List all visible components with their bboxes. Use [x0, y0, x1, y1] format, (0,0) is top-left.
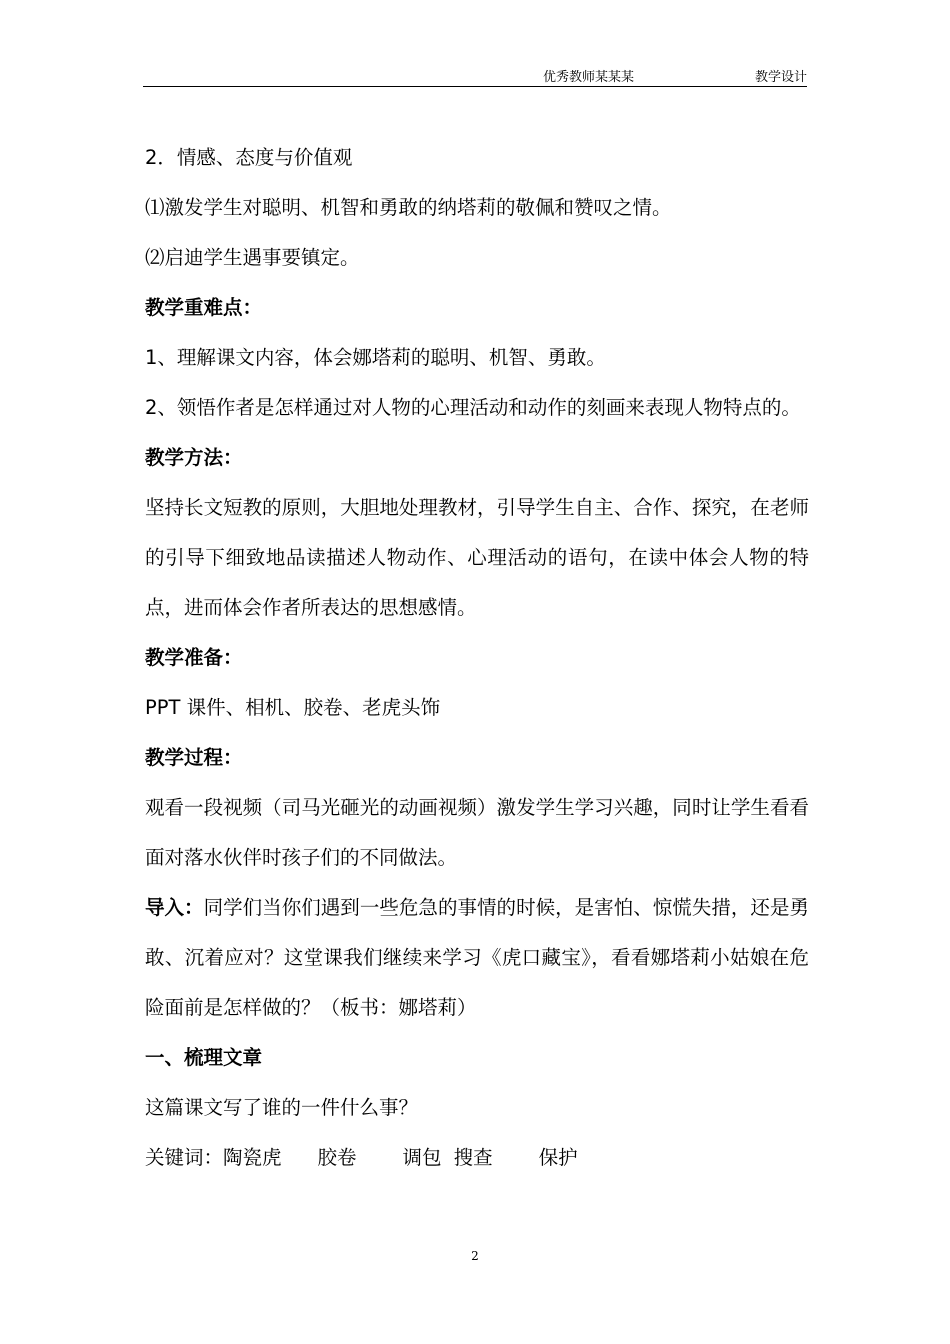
process-heading: 教学过程： [145, 746, 243, 769]
process-text: 观看一段视频（司马光砸光的动画视频）激发学生学习兴趣，同时让学生看看面对落水伙伴时孩子们的不同做法。 [145, 796, 809, 869]
keyword-item: 调包 [402, 1146, 442, 1169]
method-heading: 教学方法： [145, 446, 243, 469]
emotion-item-1: ⑴激发学生对聪明、机智和勇敢的纳塔莉的敬佩和赞叹之情。 [145, 196, 672, 219]
keywords-label: 关键词： [145, 1146, 224, 1169]
intro-text: 同学们当你们遇到一些危急的事情的时候，是害怕、惊慌失措，还是勇敢、沉着应对？这堂课我们继续来学习《虎口藏宝》，看看娜塔莉小姑娘在危险面前是怎样做的？（板书：娜塔莉） [145, 896, 809, 1019]
section-emotion-title: 2．情感、态度与价值观 [145, 146, 353, 169]
part-one-question: 这篇课文写了谁的一件什么事？ [145, 1096, 419, 1119]
keywords-line [145, 1133, 809, 1183]
difficulty-item-1: 1、理解课文内容，体会娜塔莉的聪明、机智、勇敢。 [145, 346, 606, 369]
difficulty-item-2: 2、领悟作者是怎样通过对人物的心理活动和动作的刻画来表现人物特点的。 [145, 396, 801, 419]
header-doc-type: 教学设计 [754, 70, 807, 85]
header-author: 优秀教师某某某 [543, 70, 635, 85]
keyword-item: 保护 [538, 1146, 578, 1169]
part-one-heading: 一、梳理文章 [145, 1046, 263, 1069]
document-body [145, 133, 809, 1183]
intro-paragraph [145, 883, 809, 1033]
preparation-text: PPT 课件、相机、胶卷、老虎头饰 [145, 696, 441, 719]
keyword-item: 胶卷 [317, 1146, 357, 1169]
page-header [143, 64, 807, 87]
emotion-item-2: ⑵启迪学生遇事要镇定。 [145, 246, 360, 269]
method-text: 坚持长文短教的原则，大胆地处理教材，引导学生自主、合作、探究，在老师的引导下细致地品读描述人物动作、心理活动的语句，在读中体会人物的特点，进而体会作者所表达的思想感情。 [145, 496, 809, 619]
page-number: 2 [471, 1249, 479, 1263]
keyword-item: 搜查 [453, 1146, 493, 1169]
preparation-heading: 教学准备： [145, 646, 243, 669]
keyword-item: 陶瓷虎 [223, 1146, 282, 1169]
difficulties-heading: 教学重难点： [145, 296, 263, 319]
intro-label: 导入： [145, 896, 204, 919]
